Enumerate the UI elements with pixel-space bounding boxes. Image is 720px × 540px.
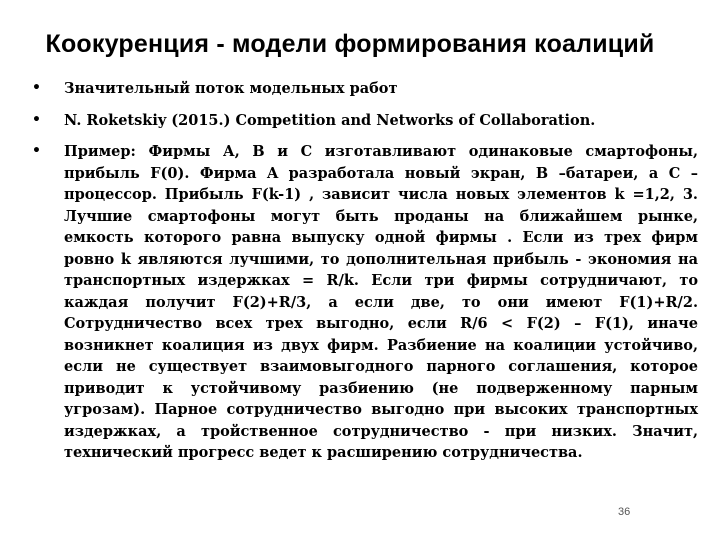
bullet-item-1: [32, 78, 698, 100]
page-number: 36: [618, 506, 631, 518]
bullet-text: N. Roketskiy (2015.) Competition and Networks of Collaboration.: [64, 111, 596, 129]
bullet-text: Значительный поток модельных работ: [64, 80, 398, 97]
bullet-icon: •: [32, 143, 41, 159]
bullet-list: [32, 78, 698, 474]
bullet-icon: •: [32, 111, 41, 128]
bullet-item-3: [32, 141, 698, 464]
bullet-item-2: [32, 110, 698, 132]
slide-title: Коокуренция - модели формирования коалиций: [45, 30, 655, 58]
bullet-icon: •: [32, 80, 41, 96]
bullet-text: Пример: Фирмы А, В и С изготавливают одинаковые смартофоны, прибыль F(0). Фирма A разработала новый экран, B –батареи, а С –процессор. Прибыль F(k-1) , зависит числа новых элементов k =1,2, 3. Лучшие смартофоны могут быть проданы на ближайшем рынке, емкость которого равна выпуску одной фирмы . Если из трех фирм ровно k являются лучшими, то дополнительная прибыль - экономия на транспортных издержках = R/k. Если три фирмы сотрудничают, то каждая получит F(2)+R/3, а если две, то они имеют F(1)+R/2. Сотрудничество всех трех выгодно, если R/6 < F(2) – F(1), иначе возникнет коалиция из двух фирм. Разбиение на коалиции устойчиво, если не существует взаимовыгодного парного соглашения, которое приводит к устойчивому разбиению (не подверженному парным угрозам). Парное сотрудничество выгодно при высоких транспортных издержках, а тройственное сотрудничество - при низких. Значит, технический прогресс ведет к расширению сотрудничества.: [64, 143, 698, 461]
